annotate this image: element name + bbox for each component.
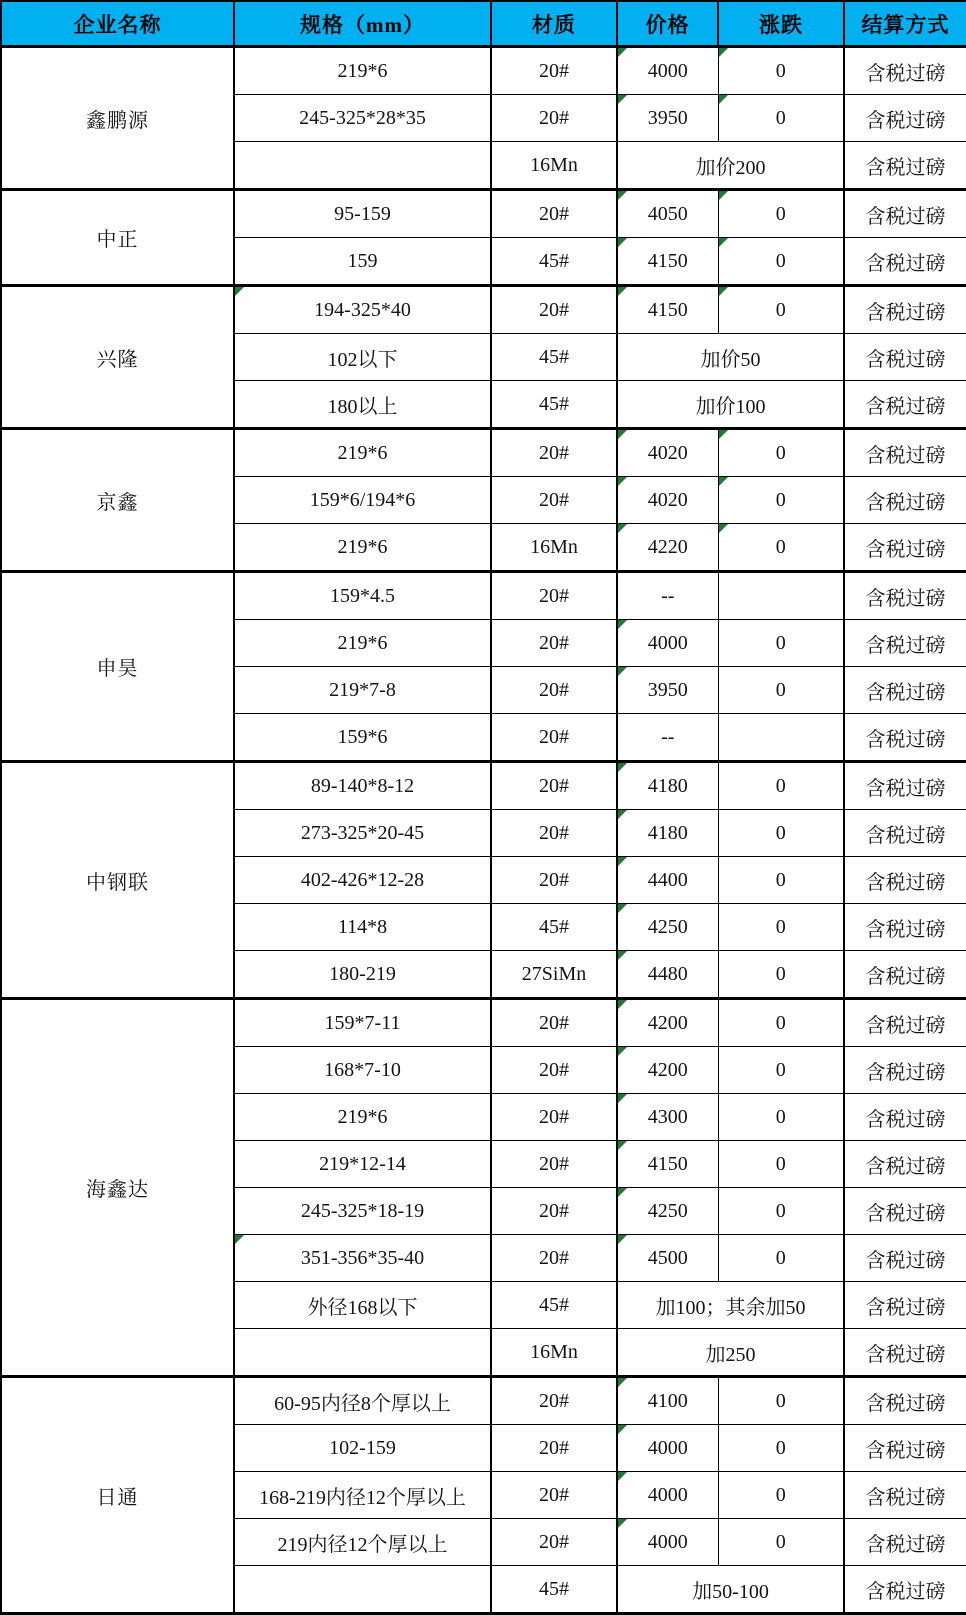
error-indicator-triangle-icon bbox=[618, 904, 627, 913]
price-cell: 4500 bbox=[617, 1235, 718, 1282]
change-cell: 0 bbox=[718, 1425, 844, 1472]
company-cell: 鑫鹏源 bbox=[1, 47, 234, 190]
spec-cell: 245-325*18-19 bbox=[234, 1188, 491, 1235]
material-cell: 20# bbox=[491, 1472, 617, 1519]
header-row bbox=[1, 1, 966, 47]
price-cell: 4000 bbox=[617, 1425, 718, 1472]
change-cell: 0 bbox=[718, 47, 844, 95]
error-indicator-triangle-icon bbox=[235, 1235, 244, 1244]
settlement-cell: 含税过磅 bbox=[844, 620, 966, 667]
material-cell: 20# bbox=[491, 190, 617, 238]
settlement-cell: 含税过磅 bbox=[844, 1472, 966, 1519]
error-indicator-triangle-icon bbox=[618, 1141, 627, 1150]
change-cell: 0 bbox=[718, 762, 844, 810]
spec-cell: 159*6 bbox=[234, 714, 491, 762]
price-cell: 4020 bbox=[617, 429, 718, 477]
spec-cell: 402-426*12-28 bbox=[234, 857, 491, 904]
material-cell: 20# bbox=[491, 1377, 617, 1425]
price-cell: -- bbox=[617, 572, 718, 620]
error-indicator-triangle-icon bbox=[618, 1519, 627, 1528]
price-cell: 4200 bbox=[617, 999, 718, 1047]
change-cell: 0 bbox=[718, 951, 844, 999]
material-cell: 20# bbox=[491, 1519, 617, 1566]
settlement-cell: 含税过磅 bbox=[844, 1282, 966, 1329]
price-cell: 4050 bbox=[617, 190, 718, 238]
material-cell: 16Mn bbox=[491, 142, 617, 190]
table-header bbox=[1, 1, 966, 47]
spec-cell: 95-159 bbox=[234, 190, 491, 238]
settlement-cell: 含税过磅 bbox=[844, 524, 966, 572]
material-cell: 20# bbox=[491, 999, 617, 1047]
price-cell: 4180 bbox=[617, 810, 718, 857]
change-cell: 0 bbox=[718, 1519, 844, 1566]
settlement-cell: 含税过磅 bbox=[844, 951, 966, 999]
spec-cell: 219*6 bbox=[234, 47, 491, 95]
price-cell: 4000 bbox=[617, 620, 718, 667]
company-cell: 兴隆 bbox=[1, 286, 234, 429]
error-indicator-triangle-icon bbox=[719, 477, 728, 486]
settlement-cell: 含税过磅 bbox=[844, 1094, 966, 1141]
table-row bbox=[1, 572, 966, 620]
error-indicator-triangle-icon bbox=[618, 48, 627, 57]
price-cell: 4300 bbox=[617, 1094, 718, 1141]
change-cell: 0 bbox=[718, 1235, 844, 1282]
price-cell: 3950 bbox=[617, 95, 718, 142]
material-cell: 16Mn bbox=[491, 524, 617, 572]
settlement-cell: 含税过磅 bbox=[844, 1047, 966, 1094]
settlement-cell: 含税过磅 bbox=[844, 1519, 966, 1566]
price-cell: 4220 bbox=[617, 524, 718, 572]
change-cell: 0 bbox=[718, 477, 844, 524]
material-cell: 20# bbox=[491, 1188, 617, 1235]
change-cell: 0 bbox=[718, 904, 844, 951]
spec-cell: 180-219 bbox=[234, 951, 491, 999]
price-cell: 4100 bbox=[617, 1377, 718, 1425]
table-row bbox=[1, 1377, 966, 1425]
change-cell: 0 bbox=[718, 95, 844, 142]
settlement-cell: 含税过磅 bbox=[844, 429, 966, 477]
header-cell-change: 涨跌 bbox=[718, 1, 844, 47]
error-indicator-triangle-icon bbox=[618, 857, 627, 866]
price-cell: 4250 bbox=[617, 1188, 718, 1235]
material-cell: 20# bbox=[491, 95, 617, 142]
error-indicator-triangle-icon bbox=[618, 1047, 627, 1056]
settlement-cell: 含税过磅 bbox=[844, 1566, 966, 1614]
spec-cell: 219内径12个厚以上 bbox=[234, 1519, 491, 1566]
error-indicator-triangle-icon bbox=[618, 1094, 627, 1103]
error-indicator-triangle-icon bbox=[618, 477, 627, 486]
error-indicator-triangle-icon bbox=[719, 287, 728, 296]
spec-cell: 159*4.5 bbox=[234, 572, 491, 620]
error-indicator-triangle-icon bbox=[719, 430, 728, 439]
material-cell: 20# bbox=[491, 286, 617, 334]
material-cell: 20# bbox=[491, 857, 617, 904]
merged-price-note-cell: 加价100 bbox=[617, 381, 844, 429]
change-cell: 0 bbox=[718, 667, 844, 714]
price-cell: 4150 bbox=[617, 238, 718, 286]
error-indicator-triangle-icon bbox=[618, 430, 627, 439]
spec-cell: 60-95内径8个厚以上 bbox=[234, 1377, 491, 1425]
spec-cell: 114*8 bbox=[234, 904, 491, 951]
error-indicator-triangle-icon bbox=[719, 48, 728, 57]
company-cell: 日通 bbox=[1, 1377, 234, 1614]
merged-price-note-cell: 加价50 bbox=[617, 334, 844, 381]
change-cell: 0 bbox=[718, 1047, 844, 1094]
change-cell: 0 bbox=[718, 429, 844, 477]
settlement-cell: 含税过磅 bbox=[844, 810, 966, 857]
change-cell: 0 bbox=[718, 857, 844, 904]
spec-cell: 168*7-10 bbox=[234, 1047, 491, 1094]
settlement-cell: 含税过磅 bbox=[844, 95, 966, 142]
material-cell: 20# bbox=[491, 1235, 617, 1282]
spec-cell: 219*7-8 bbox=[234, 667, 491, 714]
settlement-cell: 含税过磅 bbox=[844, 1377, 966, 1425]
price-cell: 4480 bbox=[617, 951, 718, 999]
error-indicator-triangle-icon bbox=[618, 1378, 627, 1387]
header-cell-settlement: 结算方式 bbox=[844, 1, 966, 47]
price-cell: 4020 bbox=[617, 477, 718, 524]
merged-price-note-cell: 加100；其余加50 bbox=[617, 1282, 844, 1329]
settlement-cell: 含税过磅 bbox=[844, 477, 966, 524]
settlement-cell: 含税过磅 bbox=[844, 334, 966, 381]
table-row bbox=[1, 999, 966, 1047]
material-cell: 16Mn bbox=[491, 1329, 617, 1377]
settlement-cell: 含税过磅 bbox=[844, 142, 966, 190]
error-indicator-triangle-icon bbox=[618, 1472, 627, 1481]
change-cell bbox=[718, 714, 844, 762]
error-indicator-triangle-icon bbox=[618, 95, 627, 104]
error-indicator-triangle-icon bbox=[719, 238, 728, 247]
spec-cell: 168-219内径12个厚以上 bbox=[234, 1472, 491, 1519]
error-indicator-triangle-icon bbox=[618, 951, 627, 960]
settlement-cell: 含税过磅 bbox=[844, 381, 966, 429]
material-cell: 20# bbox=[491, 762, 617, 810]
change-cell: 0 bbox=[718, 524, 844, 572]
settlement-cell: 含税过磅 bbox=[844, 286, 966, 334]
material-cell: 45# bbox=[491, 904, 617, 951]
settlement-cell: 含税过磅 bbox=[844, 1235, 966, 1282]
change-cell: 0 bbox=[718, 999, 844, 1047]
material-cell: 20# bbox=[491, 620, 617, 667]
change-cell: 0 bbox=[718, 286, 844, 334]
spec-cell: 180以上 bbox=[234, 381, 491, 429]
settlement-cell: 含税过磅 bbox=[844, 572, 966, 620]
header-cell-price: 价格 bbox=[617, 1, 718, 47]
change-cell: 0 bbox=[718, 620, 844, 667]
table-row bbox=[1, 762, 966, 810]
table-row bbox=[1, 286, 966, 334]
spec-cell: 102-159 bbox=[234, 1425, 491, 1472]
spec-cell: 245-325*28*35 bbox=[234, 95, 491, 142]
company-cell: 申昊 bbox=[1, 572, 234, 762]
material-cell: 45# bbox=[491, 381, 617, 429]
price-cell: 4000 bbox=[617, 1472, 718, 1519]
spec-cell: 351-356*35-40 bbox=[234, 1235, 491, 1282]
settlement-cell: 含税过磅 bbox=[844, 1141, 966, 1188]
merged-price-note-cell: 加价200 bbox=[617, 142, 844, 190]
material-cell: 20# bbox=[491, 1094, 617, 1141]
change-cell: 0 bbox=[718, 190, 844, 238]
spec-cell: 159 bbox=[234, 238, 491, 286]
price-cell: 4150 bbox=[617, 1141, 718, 1188]
spec-cell bbox=[234, 142, 491, 190]
material-cell: 45# bbox=[491, 1566, 617, 1614]
price-cell: 4250 bbox=[617, 904, 718, 951]
change-cell bbox=[718, 572, 844, 620]
spec-cell bbox=[234, 1566, 491, 1614]
error-indicator-triangle-icon bbox=[719, 524, 728, 533]
company-cell: 中钢联 bbox=[1, 762, 234, 999]
material-cell: 20# bbox=[491, 429, 617, 477]
change-cell: 0 bbox=[718, 1472, 844, 1519]
change-cell: 0 bbox=[718, 238, 844, 286]
material-cell: 20# bbox=[491, 1141, 617, 1188]
header-cell-company: 企业名称 bbox=[1, 1, 234, 47]
settlement-cell: 含税过磅 bbox=[844, 904, 966, 951]
spec-cell: 219*6 bbox=[234, 429, 491, 477]
change-cell: 0 bbox=[718, 1141, 844, 1188]
table-row bbox=[1, 429, 966, 477]
material-cell: 20# bbox=[491, 1425, 617, 1472]
spec-cell: 273-325*20-45 bbox=[234, 810, 491, 857]
error-indicator-triangle-icon bbox=[618, 810, 627, 819]
change-cell: 0 bbox=[718, 1188, 844, 1235]
price-cell: 4180 bbox=[617, 762, 718, 810]
error-indicator-triangle-icon bbox=[618, 287, 627, 296]
settlement-cell: 含税过磅 bbox=[844, 1188, 966, 1235]
settlement-cell: 含税过磅 bbox=[844, 714, 966, 762]
error-indicator-triangle-icon bbox=[618, 524, 627, 533]
price-cell: 4000 bbox=[617, 47, 718, 95]
material-cell: 27SiMn bbox=[491, 951, 617, 999]
header-cell-material: 材质 bbox=[491, 1, 617, 47]
spec-cell: 外径168以下 bbox=[234, 1282, 491, 1329]
table-row bbox=[1, 47, 966, 95]
merged-price-note-cell: 加50-100 bbox=[617, 1566, 844, 1614]
price-cell: 4200 bbox=[617, 1047, 718, 1094]
error-indicator-triangle-icon bbox=[618, 1235, 627, 1244]
company-cell: 中正 bbox=[1, 190, 234, 286]
price-cell: 4400 bbox=[617, 857, 718, 904]
settlement-cell: 含税过磅 bbox=[844, 667, 966, 714]
spec-cell: 194-325*40 bbox=[234, 286, 491, 334]
settlement-cell: 含税过磅 bbox=[844, 857, 966, 904]
price-cell: 3950 bbox=[617, 667, 718, 714]
spec-cell: 219*6 bbox=[234, 1094, 491, 1141]
change-cell: 0 bbox=[718, 1094, 844, 1141]
error-indicator-triangle-icon bbox=[719, 191, 728, 200]
header-cell-spec: 规格（mm） bbox=[234, 1, 491, 47]
material-cell: 45# bbox=[491, 1282, 617, 1329]
material-cell: 45# bbox=[491, 238, 617, 286]
material-cell: 20# bbox=[491, 714, 617, 762]
settlement-cell: 含税过磅 bbox=[844, 999, 966, 1047]
error-indicator-triangle-icon bbox=[618, 763, 627, 772]
spec-cell: 89-140*8-12 bbox=[234, 762, 491, 810]
material-cell: 20# bbox=[491, 47, 617, 95]
settlement-cell: 含税过磅 bbox=[844, 238, 966, 286]
table-body bbox=[1, 47, 966, 1614]
spec-cell bbox=[234, 1329, 491, 1377]
settlement-cell: 含税过磅 bbox=[844, 1329, 966, 1377]
spec-cell: 159*6/194*6 bbox=[234, 477, 491, 524]
error-indicator-triangle-icon bbox=[618, 667, 627, 676]
error-indicator-triangle-icon bbox=[618, 1425, 627, 1434]
change-cell: 0 bbox=[718, 810, 844, 857]
spec-cell: 102以下 bbox=[234, 334, 491, 381]
material-cell: 20# bbox=[491, 477, 617, 524]
material-cell: 20# bbox=[491, 810, 617, 857]
merged-price-note-cell: 加250 bbox=[617, 1329, 844, 1377]
settlement-cell: 含税过磅 bbox=[844, 762, 966, 810]
price-cell: 4000 bbox=[617, 1519, 718, 1566]
settlement-cell: 含税过磅 bbox=[844, 47, 966, 95]
table-row bbox=[1, 190, 966, 238]
error-indicator-triangle-icon bbox=[235, 287, 244, 296]
error-indicator-triangle-icon bbox=[618, 191, 627, 200]
spec-cell: 159*7-11 bbox=[234, 999, 491, 1047]
material-cell: 20# bbox=[491, 667, 617, 714]
price-cell: -- bbox=[617, 714, 718, 762]
company-cell: 海鑫达 bbox=[1, 999, 234, 1377]
spec-cell: 219*6 bbox=[234, 620, 491, 667]
error-indicator-triangle-icon bbox=[618, 620, 627, 629]
error-indicator-triangle-icon bbox=[618, 1000, 627, 1009]
company-cell: 京鑫 bbox=[1, 429, 234, 572]
error-indicator-triangle-icon bbox=[719, 95, 728, 104]
settlement-cell: 含税过磅 bbox=[844, 190, 966, 238]
spec-cell: 219*6 bbox=[234, 524, 491, 572]
change-cell: 0 bbox=[718, 1377, 844, 1425]
price-cell: 4150 bbox=[617, 286, 718, 334]
material-cell: 45# bbox=[491, 334, 617, 381]
spec-cell: 219*12-14 bbox=[234, 1141, 491, 1188]
error-indicator-triangle-icon bbox=[618, 238, 627, 247]
settlement-cell: 含税过磅 bbox=[844, 1425, 966, 1472]
error-indicator-triangle-icon bbox=[618, 1188, 627, 1197]
material-cell: 20# bbox=[491, 1047, 617, 1094]
material-cell: 20# bbox=[491, 572, 617, 620]
